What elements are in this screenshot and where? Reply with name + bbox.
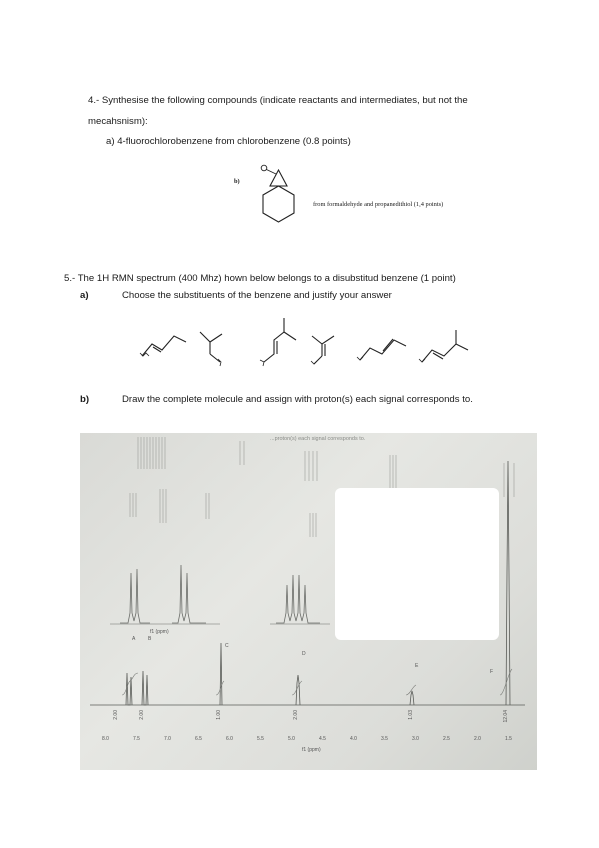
peak-letter-b: B	[148, 636, 152, 642]
substituent-option-6	[419, 330, 468, 362]
axis-tick-label: 3.0	[412, 736, 419, 742]
q4-part-b-label: b)	[234, 178, 240, 185]
peak-letter-d: D	[302, 651, 306, 657]
q5-a-label: a)	[80, 290, 89, 301]
q5-b-label: b)	[80, 394, 90, 405]
spectrum-whiteout-box	[335, 488, 499, 640]
substituent-options	[140, 310, 480, 370]
integral-1: 2.00	[113, 710, 119, 720]
axis-tick-label: 1.5	[505, 736, 512, 742]
substituent-option-5	[357, 339, 406, 360]
axis-tick-label: 7.0	[164, 736, 171, 742]
nmr-spectrum-photo	[80, 433, 537, 770]
integral-5: 1.03	[408, 710, 414, 720]
axis-tick-label: 2.0	[474, 736, 481, 742]
q4-part-a: a) 4-fluorochlorobenzene from chlorobenzene (0.8 points)	[106, 136, 351, 147]
substituent-option-3	[260, 318, 296, 366]
peak-letter-a: A	[132, 636, 136, 642]
axis-tick-label: 5.0	[288, 736, 295, 742]
integral-2: 2.00	[139, 710, 145, 720]
inset-axis-label: f1 (ppm)	[150, 629, 169, 635]
substituent-option-1	[140, 336, 186, 356]
integral-4: 2.00	[293, 710, 299, 720]
axis-tick-label: 7.5	[133, 736, 140, 742]
peak-letter-e: E	[415, 663, 419, 669]
peak-letter-c: C	[225, 643, 229, 649]
axis-tick-label: 4.0	[350, 736, 357, 742]
integral-3: 1.00	[216, 710, 222, 720]
axis-tick-label: 2.5	[443, 736, 450, 742]
spectrum-overlay-text: ...proton(s) each signal corresponds to.	[270, 436, 366, 442]
q4-heading-line2: mecahsnism):	[88, 116, 148, 127]
spiro-epoxide-structure	[248, 158, 308, 233]
q4-heading-line1: 4.- Synthesise the following compounds (indicate reactants and intermediates, but not the	[88, 95, 468, 106]
q5-a-text: Choose the substituents of the benzene and justify your answer	[122, 290, 392, 301]
axis-tick-label: 8.0	[102, 736, 109, 742]
substituent-option-4	[311, 336, 334, 364]
axis-tick-label: 3.5	[381, 736, 388, 742]
axis-tick-label: 6.5	[195, 736, 202, 742]
axis-tick-label: 6.0	[226, 736, 233, 742]
integral-6: 12.04	[503, 710, 509, 723]
peak-letter-f: F	[490, 669, 494, 675]
axis-tick-label: 5.5	[257, 736, 264, 742]
q4-part-b-text: from formaldehyde and propanedithiol (1,4 points)	[313, 201, 444, 208]
axis-tick-label: 4.5	[319, 736, 326, 742]
q5-heading: 5.- The 1H RMN spectrum (400 Mhz) hown below belongs to a disubstitud benzene (1 point)	[64, 273, 456, 284]
q5-b-text: Draw the complete molecule and assign with proton(s) each signal corresponds to.	[122, 394, 473, 405]
substituent-option-2	[200, 332, 222, 366]
axis-label: f1 (ppm)	[302, 747, 321, 753]
